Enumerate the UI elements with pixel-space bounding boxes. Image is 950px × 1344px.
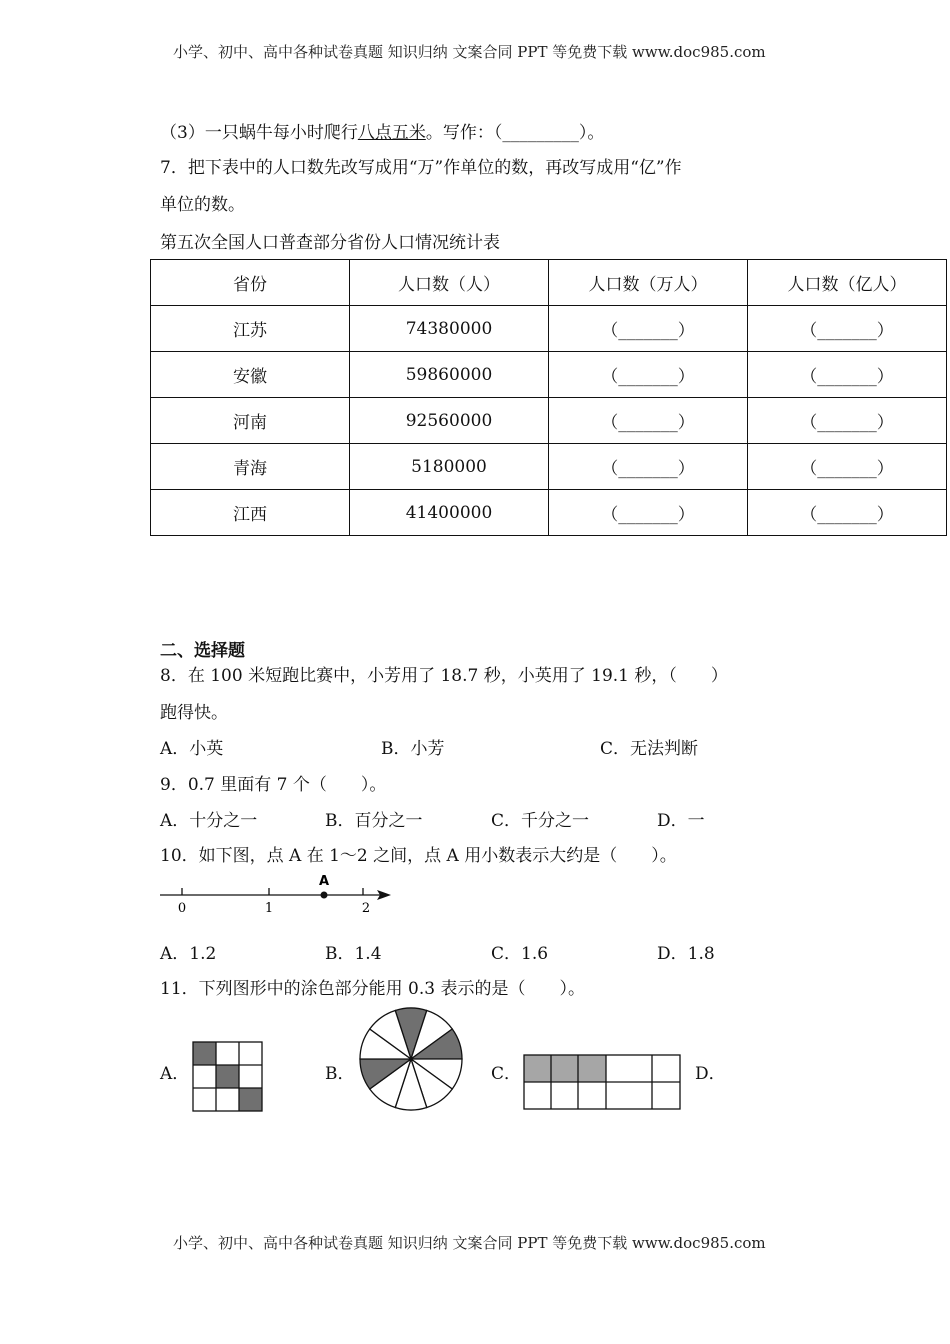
answer-blank-yi: （_______） [748,490,947,536]
shaded-cell [216,1065,239,1088]
population-cell: 5180000 [350,444,549,490]
question-7-line2: 单位的数。 [160,195,245,215]
tick-label-0: 0 [177,901,187,916]
population-table [150,259,947,536]
q6-3-prefix: （3）一只蜗牛每小时爬行 [160,123,358,143]
tick-label-2: 2 [361,901,371,916]
question-8-line1: 8．在 100 米短跑比赛中，小芳用了 18.7 秒，小英用了 19.1 秒，（ ） [160,666,728,686]
question-6-3 [160,118,604,143]
page-header: 小学、初中、高中各种试卷真题 知识归纳 文案合同 PPT 等免费下载 www.doc985.com [173,43,766,61]
answer-blank-wan: （_______） [549,306,748,352]
population-cell: 92560000 [350,398,549,444]
answer-blank-yi: （_______） [748,352,947,398]
q11-option-c-label: C． [491,1064,522,1084]
point-a-dot [321,892,328,899]
answer-blank-wan: （_______） [549,444,748,490]
answer-blank-wan: （_______） [549,352,748,398]
shaded-cell [239,1088,262,1111]
q10-option-c: C．1.6 [491,944,549,964]
table-row [151,490,947,536]
figure-a-grid [192,1041,264,1113]
shaded-cell [524,1055,551,1082]
q6-3-suffix: 。写作：（_________）。 [425,123,605,143]
q11-option-a-label: A． [160,1064,190,1084]
shaded-cell [551,1055,578,1082]
figure-b-circle [355,1006,467,1112]
q8-option-c: C．无法判断 [600,739,699,759]
province-cell: 河南 [151,398,350,444]
population-cell: 41400000 [350,490,549,536]
q11-option-b-label: B． [325,1064,355,1084]
table-row [151,306,947,352]
question-7-line1: 7．把下表中的人口数先改写成用“万”作单位的数，再改写成用“亿”作 [160,158,682,178]
tick-label-1: 1 [264,901,274,916]
q10-option-a: A．1.2 [160,944,217,964]
number-line-figure [155,870,400,918]
province-cell: 青海 [151,444,350,490]
question-11-stem: 11．下列图形中的涂色部分能用 0.3 表示的是（ ）。 [160,979,585,999]
province-cell: 安徽 [151,352,350,398]
header-cell: 省份 [151,260,350,306]
answer-blank-wan: （_______） [549,490,748,536]
answer-blank-yi: （_______） [748,306,947,352]
table-title: 第五次全国人口普查部分省份人口情况统计表 [160,233,500,253]
circle-sectors [360,1008,462,1110]
answer-blank-yi: （_______） [748,444,947,490]
answer-blank-wan: （_______） [549,398,748,444]
q9-option-b: B．百分之一 [325,811,423,831]
q10-option-d: D．1.8 [657,944,715,964]
q11-option-d-label: D． [695,1064,726,1084]
q8-option-a: A．小英 [160,739,224,759]
population-cell: 59860000 [350,352,549,398]
question-9-stem: 9．0.7 里面有 7 个（ ）。 [160,775,387,795]
section-title: 二、选择题 [160,641,245,661]
table-row [151,444,947,490]
point-a-label: A [318,874,330,889]
shaded-cell [193,1042,216,1065]
province-cell: 江苏 [151,306,350,352]
q9-option-c: C．千分之一 [491,811,590,831]
figure-c-rectangle [523,1054,683,1112]
q9-option-a: A．十分之一 [160,811,258,831]
q9-option-d: D．一 [657,811,705,831]
population-cell: 74380000 [350,306,549,352]
table-row [151,398,947,444]
header-cell: 人口数（人） [350,260,549,306]
table-row [151,352,947,398]
table-header-row [151,260,947,306]
header-cell: 人口数（亿人） [748,260,947,306]
question-8-line2: 跑得快。 [160,703,228,723]
page-footer: 小学、初中、高中各种试卷真题 知识归纳 文案合同 PPT 等免费下载 www.doc985.com [173,1234,766,1252]
shaded-cell [578,1055,606,1082]
answer-blank-yi: （_______） [748,398,947,444]
q10-option-b: B．1.4 [325,944,382,964]
q6-3-underlined: 八点五米 [357,123,426,143]
province-cell: 江西 [151,490,350,536]
q8-option-b: B．小芳 [381,739,445,759]
question-10-stem: 10．如下图，点 A 在 1～2 之间，点 A 用小数表示大约是（ ）。 [160,846,677,866]
header-cell: 人口数（万人） [549,260,748,306]
